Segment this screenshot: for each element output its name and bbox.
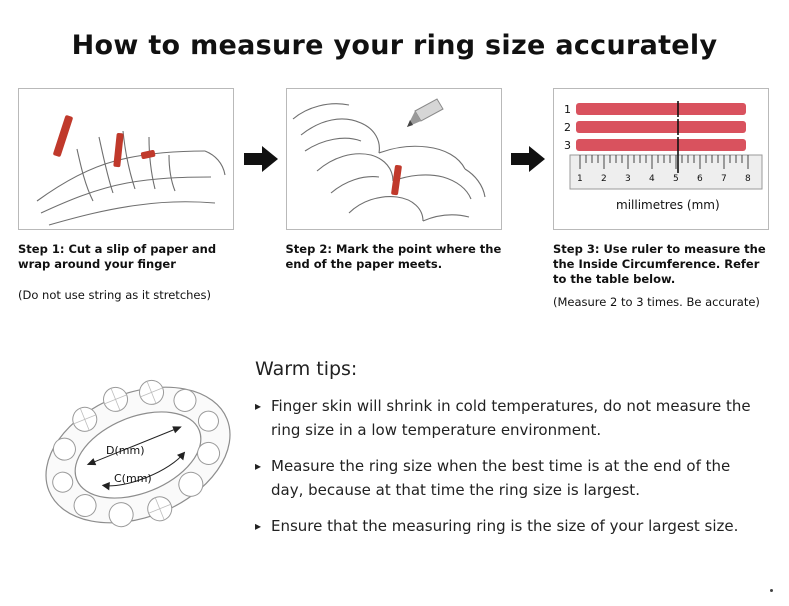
arrow-2-to-3 — [509, 88, 547, 230]
right-arrow-icon — [244, 146, 278, 172]
svg-text:4: 4 — [649, 174, 655, 184]
tip-text: Finger skin will shrink in cold temperatures, do not measure the ring size in a low temperature environment. — [271, 397, 751, 439]
ruler-with-paper-strips-illustration — [554, 89, 769, 230]
step-1-illustration-box — [18, 88, 234, 230]
bullet-icon: ▸ — [255, 519, 262, 533]
right-arrow-icon — [511, 146, 545, 172]
svg-text:2: 2 — [601, 174, 607, 184]
step-2-illustration-box — [286, 88, 502, 230]
warm-tips-section — [255, 358, 765, 550]
step-2 — [286, 88, 504, 288]
step-1 — [18, 88, 236, 303]
pencil-icon — [407, 99, 443, 127]
warm-tips-heading: Warm tips: — [255, 358, 358, 380]
svg-text:8: 8 — [745, 174, 751, 184]
step-1-caption — [18, 242, 236, 272]
step-2-text: Mark the point where the end of the paper meets. — [285, 242, 502, 271]
bullet-icon: ▸ — [255, 399, 262, 413]
corner-dot-mark — [770, 589, 773, 592]
step-3-caption — [553, 242, 771, 287]
diamond-eternity-ring-illustration — [28, 350, 248, 560]
svg-text:5: 5 — [673, 174, 679, 184]
ring-circumference-label: C(mm) — [114, 472, 152, 485]
page-title: How to measure your ring size accurately — [71, 30, 718, 61]
tip-text: Ensure that the measuring ring is the size of your largest size. — [271, 517, 739, 535]
ring-illustration — [28, 350, 248, 560]
svg-text:6: 6 — [697, 174, 703, 184]
step-2-label: Step 2: — [285, 242, 332, 256]
step-3-text: Use ruler to measure the the Inside Circumference. Refer to the table below. — [553, 242, 766, 286]
tip-item — [255, 394, 765, 442]
tip-item — [255, 514, 765, 538]
arrow-1-to-2 — [242, 88, 280, 230]
svg-text:1: 1 — [577, 174, 583, 184]
ring-diameter-label: D(mm) — [106, 444, 145, 457]
svg-text:7: 7 — [721, 174, 727, 184]
tip-item — [255, 454, 765, 502]
step-2-caption — [286, 242, 504, 272]
bullet-icon: ▸ — [255, 459, 262, 473]
step-3-label: Step 3: — [553, 242, 600, 256]
step-1-note: (Do not use string as it stretches) — [18, 288, 211, 302]
svg-text:1: 1 — [564, 103, 571, 116]
hand-with-paper-strip-illustration — [19, 89, 234, 230]
svg-text:3: 3 — [564, 139, 571, 152]
steps-row — [18, 88, 771, 310]
svg-text:2: 2 — [564, 121, 571, 134]
tip-text: Measure the ring size when the best time is at the end of the day, because at that time the ring size is largest. — [271, 457, 731, 499]
step-3 — [553, 88, 771, 310]
step-3-note: (Measure 2 to 3 times. Be accurate) — [553, 295, 760, 309]
step-3-illustration-box — [553, 88, 769, 230]
step-1-label: Step 1: — [18, 242, 65, 256]
step-1-text: Cut a slip of paper and wrap around your finger — [18, 242, 217, 271]
svg-text:3: 3 — [625, 174, 631, 184]
ruler-unit-caption: millimetres (mm) — [616, 198, 720, 212]
hand-marking-paper-illustration — [287, 89, 502, 230]
